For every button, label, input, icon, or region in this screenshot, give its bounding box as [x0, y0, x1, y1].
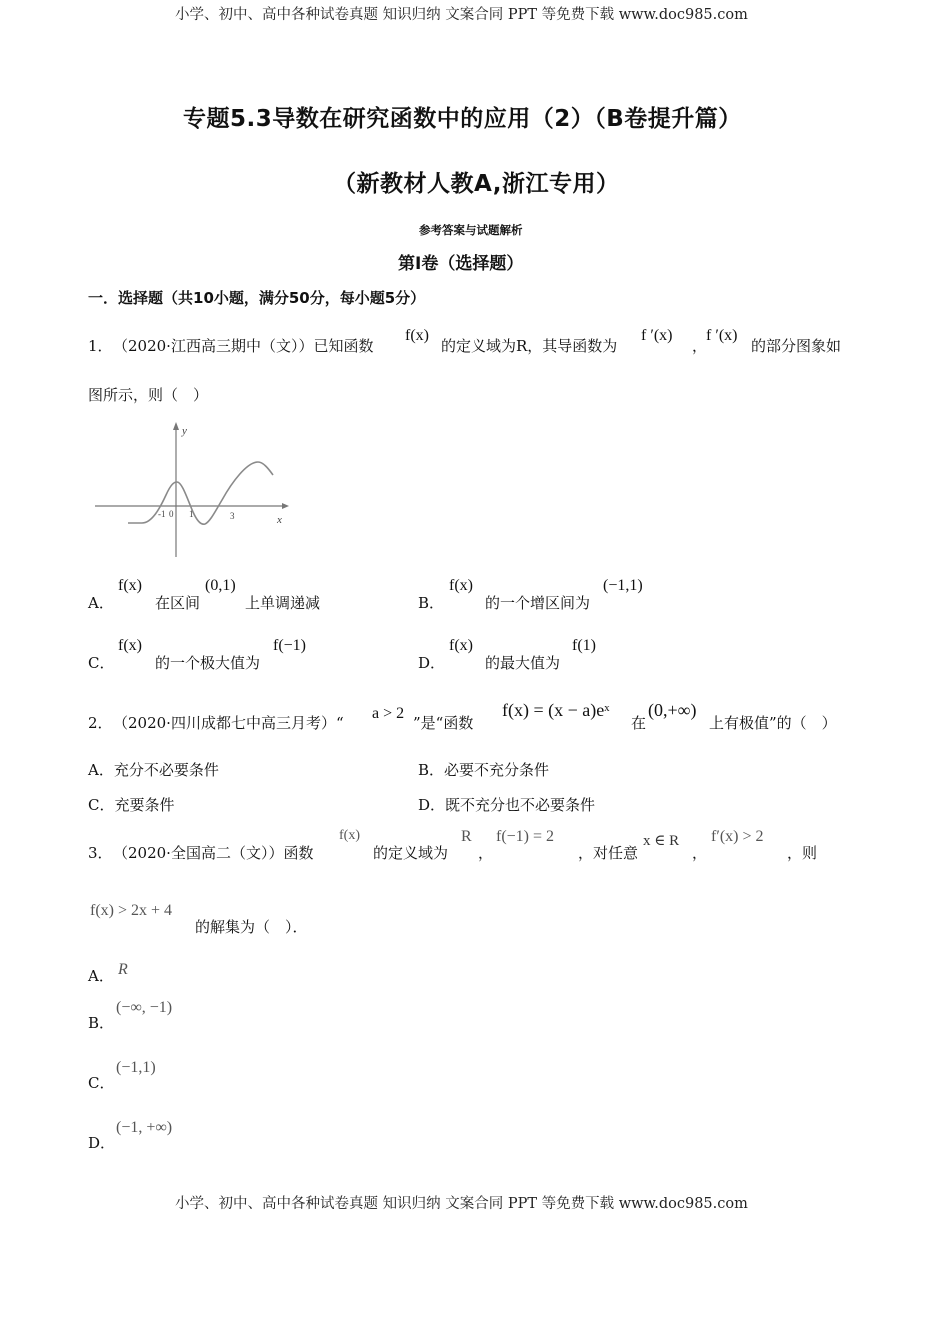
q1-source: （2020·江西高三期中（文））已知函数 [113, 337, 374, 355]
header-banner: 小学、初中、高中各种试卷真题 知识归纳 文案合同 PPT 等免费下载 www.doc985.com [175, 7, 748, 23]
title-line1: 专题5.3导数在研究函数中的应用（2）（B卷提升篇） [183, 106, 742, 132]
q3-R: R [461, 828, 472, 845]
q3-text4: 的解集为（ ）． [195, 918, 308, 936]
x-axis-arrow [282, 503, 289, 509]
q1-mid1: 的定义域为R，其导函数为 [441, 337, 618, 355]
q2-option-c: C．充要条件 [88, 796, 175, 814]
q2-condition: a > 2 [372, 705, 405, 722]
q3-num: 3． [88, 844, 113, 862]
q2-mid: ”是“函数 [413, 714, 474, 732]
q2-zai: 在 [631, 714, 647, 732]
q1-end: 的部分图象如 [751, 337, 842, 355]
q1-fpx: f ′(x) [641, 327, 673, 344]
q1-option-d-fx: f(x) [449, 637, 473, 654]
tick-label-1: 1 [189, 509, 194, 519]
q3-source: （2020·全国高二（文））函数 [113, 844, 314, 862]
q2-option-d: D．既不充分也不必要条件 [418, 796, 596, 814]
q3-text3: ，则 [787, 844, 818, 862]
q1-num: 1． [88, 337, 113, 355]
tick-label-0: 0 [169, 509, 174, 519]
q1-option-d-text1: 的最大值为 [485, 654, 561, 672]
q3-condition1: f(−1) = 2 [496, 828, 555, 845]
q1-option-b-interval: (−1,1) [603, 577, 643, 594]
q3-text1: 的定义域为 [373, 844, 449, 862]
q2-end: 上有极值”的（ ） [709, 714, 837, 732]
tick-label-3: 3 [230, 511, 235, 521]
title-line2: （新教材人教A,浙江专用） [333, 171, 620, 197]
q3-x-in-R: x ∈ R [643, 833, 680, 849]
section-heading: 一．选择题（共10小题，满分50分，每小题5分） [88, 289, 426, 307]
q1-option-a-text2: 上单调递减 [245, 594, 321, 612]
q3-option-a-value: R [118, 961, 128, 978]
q1-option-b-label: B． [418, 594, 445, 612]
y-axis-label: y [182, 425, 187, 437]
q3-condition2: f′(x) > 2 [711, 828, 764, 845]
q3-text2: ，对任意 [578, 844, 639, 862]
q1-option-a-text1: 在区间 [155, 594, 201, 612]
q1-option-a-label: A． [88, 594, 114, 612]
x-axis-label: x [277, 514, 282, 526]
q1-comma: ， [692, 337, 708, 355]
derivative-graph [92, 420, 292, 562]
q3-comma1: ， [478, 844, 494, 862]
q1-option-b-text1: 的一个增区间为 [485, 594, 591, 612]
q2-num: 2． [88, 714, 113, 732]
y-axis-arrow [173, 422, 179, 430]
q2-source: （2020·四川成都七中高三月考）“ [113, 714, 344, 732]
tick-label-neg1: -1 [158, 509, 166, 519]
q3-comma2: ， [692, 844, 708, 862]
q3-option-c-value: (−1,1) [116, 1059, 156, 1076]
footer-banner: 小学、初中、高中各种试卷真题 知识归纳 文案合同 PPT 等免费下载 www.doc985.com [175, 1196, 748, 1212]
q1-option-c-value: f(−1) [273, 637, 307, 654]
q1-option-b-fx: f(x) [449, 577, 473, 594]
q1-fpx2: f ′(x) [706, 327, 738, 344]
volume-heading: 第Ⅰ卷（选择题） [398, 254, 524, 274]
q3-option-b-value: (−∞, −1) [116, 999, 173, 1016]
q3-option-d-value: (−1, +∞) [116, 1119, 173, 1136]
q1-fx: f(x) [405, 327, 429, 344]
q1-option-c-label: C． [88, 654, 115, 672]
q3-fx: f(x) [339, 828, 360, 843]
q1-line2: 图所示，则（ ） [88, 386, 209, 404]
q2-function: f(x) = (x − a)eˣ [502, 700, 610, 720]
q3-option-c-label: C． [88, 1074, 115, 1092]
q1-option-a-fx: f(x) [118, 577, 142, 594]
q3-option-a-label: A． [88, 967, 114, 985]
q1-option-d-label: D． [418, 654, 446, 672]
derivative-curve [128, 462, 273, 524]
q2-option-a: A．充分不必要条件 [88, 761, 219, 779]
q3-option-d-label: D． [88, 1134, 116, 1152]
subtitle: 参考答案与试题解析 [419, 223, 523, 237]
q2-option-b: B．必要不充分条件 [418, 761, 550, 779]
q1-option-d-value: f(1) [572, 637, 596, 654]
q1-option-c-fx: f(x) [118, 637, 142, 654]
q3-option-b-label: B． [88, 1014, 115, 1032]
q3-inequality: f(x) > 2x + 4 [90, 902, 173, 919]
q1-option-c-text1: 的一个极大值为 [155, 654, 261, 672]
q2-interval: (0,+∞) [648, 700, 697, 720]
q1-option-a-interval: (0,1) [205, 577, 236, 594]
